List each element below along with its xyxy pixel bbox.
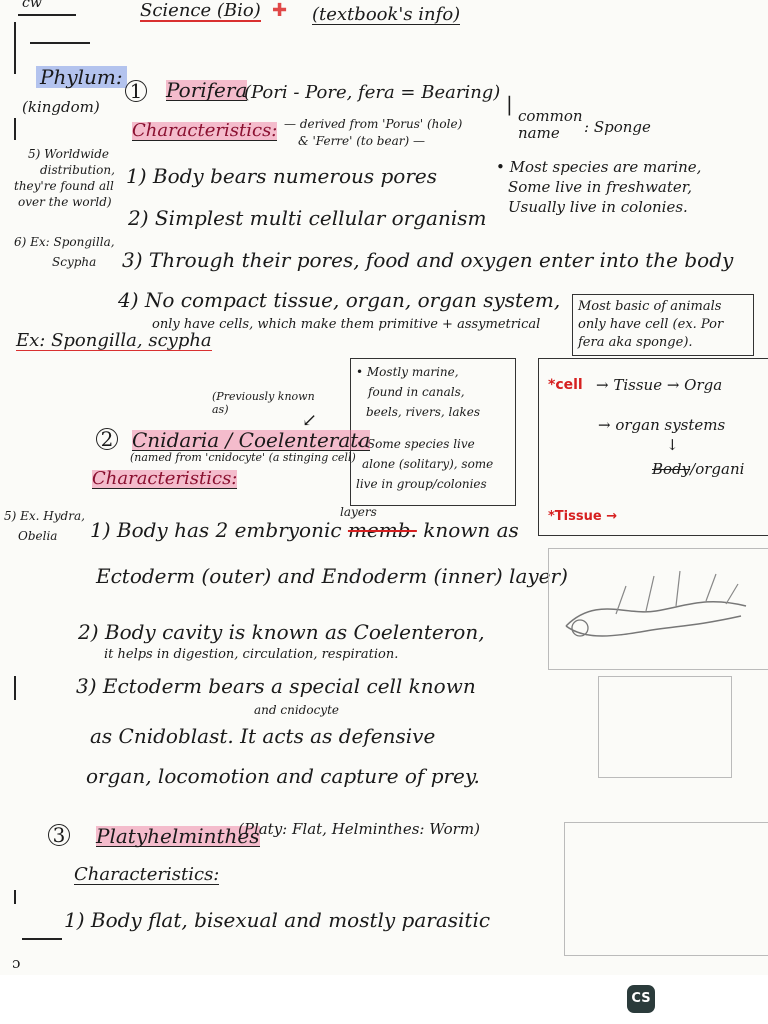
- margin-rule-2: [22, 938, 62, 940]
- porifera-etymology: (Pori - Pore, fera = Bearing): [244, 82, 501, 103]
- margin-tick-2: [14, 890, 16, 904]
- basic-animals-line3: fera aka sponge).: [578, 335, 693, 350]
- margin-rule: [30, 42, 90, 44]
- cnidaria-habitat-line2: found in canals,: [368, 385, 465, 399]
- cnidaria-habitat-line3: beels, rivers, lakes: [366, 405, 481, 419]
- kingdom-note: (kingdom): [22, 98, 100, 116]
- cnidaria-point-2a: 2) Body cavity is known as Coelenteron,: [78, 620, 485, 644]
- cnidaria-habitat-line1: • Mostly marine,: [356, 365, 459, 379]
- hydra-sketch-icon: [556, 556, 756, 656]
- page-corner-mark: cw: [22, 0, 42, 11]
- cnidaria-example-line2: Obelia: [18, 529, 58, 543]
- blank-frame-1: [598, 676, 732, 778]
- common-name-label: common name: [518, 107, 583, 142]
- porifera-habitat-line3: Usually live in colonies.: [508, 198, 688, 216]
- page-subtitle: (textbook's info): [312, 4, 461, 25]
- side-note-6-line1: 6) Ex: Spongilla,: [14, 235, 115, 249]
- porifera-point-4-cont: only have cells, which make them primitive + assymetrical: [152, 317, 541, 332]
- derived-note-1: — derived from 'Porus' (hole): [284, 117, 463, 131]
- side-note-5-line3: they're found all: [14, 179, 114, 193]
- tissue-label: *Tissue →: [548, 509, 618, 524]
- page-title: Science (Bio): [140, 0, 261, 21]
- cnidaria-heading: Cnidaria / Coelenterata: [132, 428, 371, 452]
- cnidaria-example-line1: 5) Ex. Hydra,: [4, 509, 85, 523]
- platy-heading: Platyhelminthes: [96, 824, 260, 848]
- cnidaria-named-from: (named from 'cnidocyte' (a stinging cell): [130, 451, 356, 464]
- cnidaria-number: 2: [96, 428, 118, 450]
- porifera-characteristics-heading: Characteristics:: [132, 120, 278, 141]
- porifera-habitat-line2: Some live in freshwater,: [508, 178, 693, 196]
- margin-tick-3: [14, 676, 16, 700]
- side-note-5-line1: 5) Worldwide: [28, 147, 110, 161]
- derived-note-2: & 'Ferre' (to bear) —: [298, 134, 425, 148]
- side-note-6-line2: Scypha: [52, 255, 97, 269]
- margin-tick: [14, 118, 16, 140]
- basic-animals-line1: Most basic of animals: [578, 299, 722, 314]
- porifera-point-2: 2) Simplest multi cellular organism: [128, 206, 487, 230]
- pointer-arrow-icon: ↙: [302, 410, 318, 431]
- side-note-5-line4: over the world): [18, 195, 112, 209]
- porifera-point-1: 1) Body bears numerous pores: [126, 164, 437, 188]
- down-arrow-icon: ↓: [666, 436, 679, 454]
- cnidaria-point-3-note: and cnidocyte: [254, 703, 339, 717]
- common-name-separator: |: [506, 92, 513, 116]
- platy-characteristics-heading: Characteristics:: [74, 864, 220, 885]
- cnidaria-point-3b: as Cnidoblast. It acts as defensive: [90, 724, 436, 748]
- blank-frame-2: [564, 822, 768, 956]
- cnidaria-characteristics-heading: Characteristics:: [92, 468, 238, 489]
- porifera-number: 1: [125, 80, 147, 102]
- cnidaria-point-2b: it helps in digestion, circulation, respiration.: [104, 647, 399, 662]
- platy-etymology: (Platy: Flat, Helminthes: Worm): [238, 820, 480, 838]
- platy-number: 3: [48, 824, 70, 846]
- porifera-point-4: 4) No compact tissue, organ, organ system,: [118, 288, 561, 312]
- previously-known-note: (Previously known as): [212, 390, 315, 417]
- cnidaria-point-3c: organ, locomotion and capture of prey.: [86, 764, 480, 788]
- side-note-5-line2: distribution,: [40, 163, 115, 177]
- porifera-habitat-line1: • Most species are marine,: [496, 158, 702, 176]
- cnidaria-point-3a: 3) Ectoderm bears a special cell known: [76, 674, 476, 698]
- platy-point-1: 1) Body flat, bisexual and mostly parasitic: [64, 908, 491, 932]
- hierarchy-line-3: Body/organi: [652, 460, 745, 478]
- cnidaria-habitat-line4: • Some species live: [356, 437, 475, 451]
- cnidaria-habitat-line5: alone (solitary), some: [362, 457, 494, 471]
- phylum-label: Phylum:: [36, 66, 127, 88]
- margin-line: [14, 22, 16, 74]
- basic-animals-line2: only have cell (ex. Por: [578, 317, 724, 332]
- cnidaria-habitat-line6: live in group/colonies: [356, 477, 487, 491]
- hierarchy-line-2: → organ systems: [598, 416, 726, 434]
- margin-mark: ɔ: [12, 954, 21, 972]
- porifera-example: Ex: Spongilla, scypha: [16, 330, 212, 351]
- cnidaria-point-1b: Ectoderm (outer) and Endoderm (inner) layer): [96, 564, 568, 588]
- camscanner-logo: CS: [627, 985, 655, 1013]
- porifera-point-3: 3) Through their pores, food and oxygen enter into the body: [122, 248, 734, 272]
- common-name-value: : Sponge: [584, 118, 651, 136]
- hierarchy-line-1: → Tissue → Orga: [596, 376, 723, 394]
- corner-rule: [18, 14, 76, 16]
- porifera-heading: Porifera: [166, 78, 248, 102]
- cnidaria-point-1a: 1) Body has 2 embryonic memb. known as: [90, 518, 519, 542]
- cell-label: *cell: [548, 377, 583, 393]
- layers-insert-note: layers: [340, 505, 377, 519]
- arrow-icon: ✚: [272, 0, 288, 21]
